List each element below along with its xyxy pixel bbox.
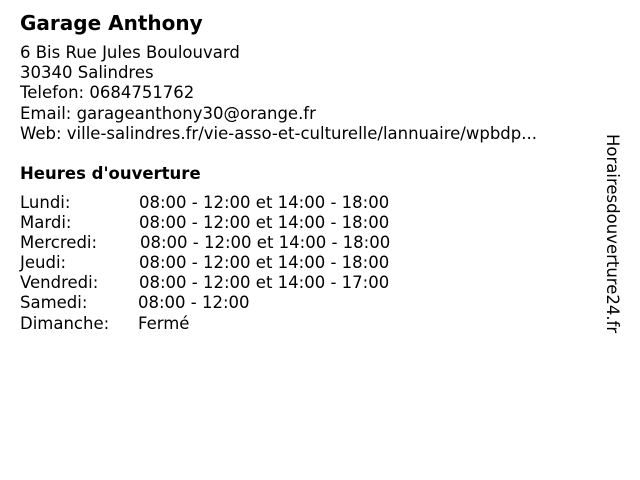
- day-label: Mardi:: [20, 213, 72, 233]
- email-address: Email: garageanthony30@orange.fr: [20, 103, 316, 123]
- day-label: Vendredi:: [20, 273, 99, 293]
- business-name: Garage Anthony: [20, 11, 203, 35]
- day-label: Mercredi:: [20, 233, 98, 253]
- contact-details: [20, 43, 537, 144]
- website-url: Web: ville-salindres.fr/vie-asso-et-culturelle/lannuaire/wpbdp...: [20, 123, 537, 143]
- phone-number: Telefon: 0684751762: [20, 83, 195, 103]
- hours-value: 08:00 - 12:00 et 14:00 - 17:00: [139, 273, 390, 293]
- hours-value: 08:00 - 12:00 et 14:00 - 18:00: [139, 253, 390, 273]
- day-label: Jeudi:: [20, 253, 67, 273]
- hours-value: Fermé: [138, 313, 190, 333]
- site-watermark: Horairesdouverture24.fr: [603, 134, 622, 334]
- hours-value: 08:00 - 12:00 et 14:00 - 18:00: [139, 193, 390, 212]
- day-label: Dimanche:: [20, 313, 110, 333]
- day-label: Samedi:: [20, 293, 88, 313]
- day-label: Lundi:: [20, 193, 71, 212]
- hours-value: 08:00 - 12:00 et 14:00 - 18:00: [140, 233, 391, 253]
- opening-hours-heading: Heures d'ouverture: [20, 164, 201, 183]
- address-street: 6 Bis Rue Jules Boulouvard: [20, 43, 240, 62]
- address-city: 30340 Salindres: [20, 63, 154, 83]
- hours-value: 08:00 - 12:00: [138, 293, 250, 313]
- hours-value: 08:00 - 12:00 et 14:00 - 18:00: [139, 213, 390, 233]
